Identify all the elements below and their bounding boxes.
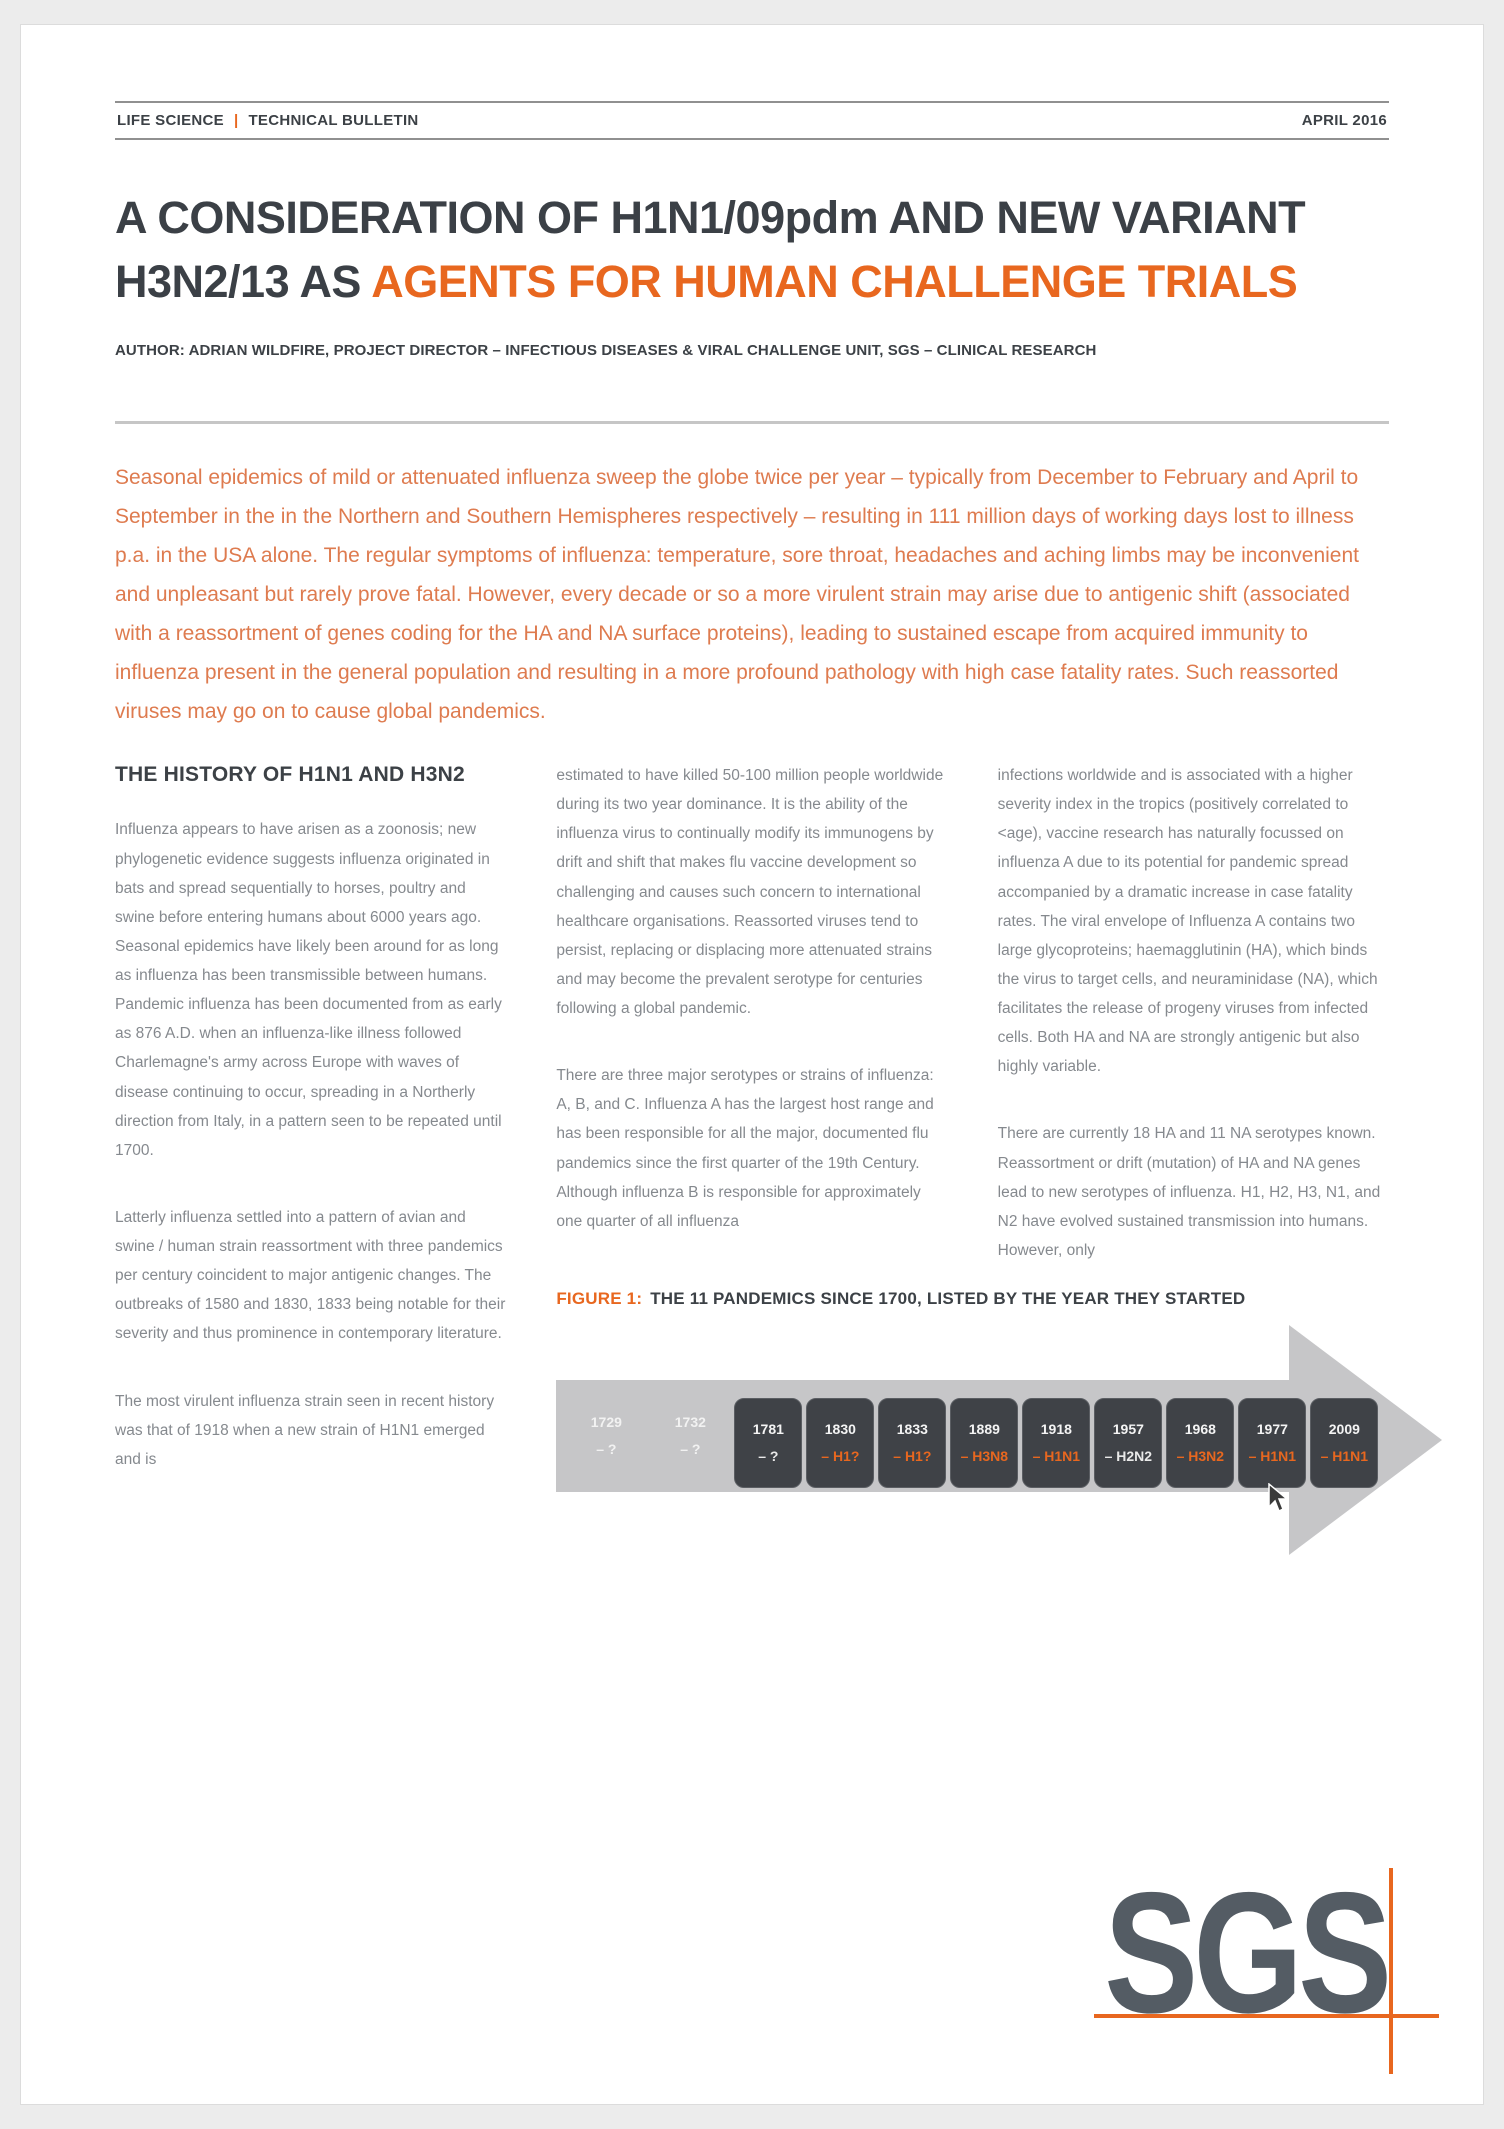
intro-paragraph: Seasonal epidemics of mild or attenuated influenza sweep the globe twice per year – typically from December to February and April to September in the in the Northern and Southern Hemispheres respectively – resulting in 111 million days of working days lost to illness p.a. in the USA alone. The regular symptoms of influenza: temperature, sore throat, headaches and aching limbs may be inconvenient and unpleasant but rarely prove fatal. However, every decade or so a more virulent strain may arise due to antigenic shift (associated with a reassortment of genes coding for the HA and NA surface proteins), leading to sustained escape from acquired immunity to influenza present in the general population and resulting in a more profound pathology with high case fatality rates. Such reassorted viruses may go on to cause global pandemics. (115, 465, 1359, 724)
timeline-entry-year: 1918 (1040, 1421, 1072, 1438)
timeline-entry (806, 1398, 874, 1488)
masthead-section: LIFE SCIENCE (117, 112, 224, 129)
timeline-entry-year: 1977 (1256, 1421, 1288, 1438)
timeline-entry (1094, 1398, 1162, 1488)
timeline-entry (566, 1412, 646, 1460)
timeline-entry-year: 1781 (752, 1421, 784, 1438)
timeline-entry-strain: – H1? (893, 1448, 932, 1465)
sgs-logo-vertical-line (1389, 1868, 1393, 2074)
timeline-entry-strain: – H1? (821, 1448, 860, 1465)
timeline-entry-year: 2009 (1328, 1421, 1360, 1438)
column-1 (115, 761, 506, 1563)
title-line2-highlight: AGENTS FOR HUMAN CHALLENGE TRIALS (371, 255, 1298, 307)
masthead-separator: | (233, 112, 239, 129)
timeline-entry-year: 1732 (674, 1414, 706, 1431)
figure-1 (556, 1289, 1389, 1563)
title-line2-prefix: H3N2/13 AS (115, 255, 372, 307)
masthead (115, 101, 1389, 140)
timeline-entry-strain: – H1N1 (1248, 1448, 1297, 1465)
timeline-entry-strain: – ? (758, 1448, 779, 1465)
column3-paragraph-2: There are currently 18 HA and 11 NA serotypes known. Reassortment or drift (mutation) of HA and NA genes lead to new serotypes of influenza. H1, H2, H3, N1, and N2 have evolved sustained transmission into humans. However, only (997, 1125, 1381, 1259)
column-2 (556, 761, 947, 1265)
timeline-entry-strain: – ? (596, 1441, 617, 1458)
figure-caption-text: THE 11 PANDEMICS SINCE 1700, LISTED BY THE YEAR THEY STARTED (650, 1289, 1246, 1309)
timeline-entry (1310, 1398, 1378, 1488)
column1-paragraph-3: The most virulent influenza strain seen in recent history was that of 1918 when a new strain of H1N1 emerged and is (115, 1392, 495, 1468)
timeline-entry (950, 1398, 1018, 1488)
page-title (115, 186, 1389, 314)
timeline-entry (1166, 1398, 1234, 1488)
timeline-entry-year: 1889 (968, 1421, 1000, 1438)
masthead-left (117, 112, 419, 129)
column-3 (998, 761, 1389, 1265)
timeline-entry-year: 1729 (590, 1414, 622, 1431)
figure-caption-label: FIGURE 1: (556, 1289, 643, 1309)
document-page (20, 24, 1484, 2105)
column3-paragraph-1: infections worldwide and is associated with a higher severity index in the tropics (positively correlated to <age), vaccine research has naturally focussed on influenza A due to its potential for pandemic spread accompanied by a dramatic increase in case fatality rates. The viral envelope of Influenza A contains two large glycoproteins; haemagglutinin (HA), which binds the virus to target cells, and neuraminidase (NA), which facilitates the release of progeny viruses from infected cells. Both HA and NA are strongly antigenic but also highly variable. (997, 767, 1378, 1076)
column2-paragraph-1: estimated to have killed 50-100 million people worldwide during its two year dominance. It is the ability of the influenza virus to continually modify its immunogens by drift and shift that makes flu vaccine development so challenging and causes such concern to international healthcare organisations. Reassorted viruses tend to persist, replacing or displacing more attenuated strains and may become the prevalent serotype for centuries following a global pandemic. (556, 767, 944, 1018)
figure-caption (556, 1289, 1389, 1309)
timeline-entry-strain: – H3N8 (960, 1448, 1009, 1465)
timeline-entry-year: 1968 (1184, 1421, 1216, 1438)
column1-paragraph-2: Latterly influenza settled into a pattern of avian and swine / human strain reassortment with three pandemics per century coincident to major antigenic changes. The outbreaks of 1580 and 1830, 1833 being notable for their severity and thus prominence in contemporary literature. (115, 1208, 506, 1343)
sgs-logo-text: SGS (1103, 1856, 1387, 2049)
divider-rule (115, 421, 1389, 424)
timeline-entry-year: 1957 (1112, 1421, 1144, 1438)
masthead-doc-type: TECHNICAL BULLETIN (248, 112, 419, 129)
column1-paragraph-1: Influenza appears to have arisen as a zoonosis; new phylogenetic evidence suggests influenza originated in bats and spread sequentially to horses, poultry and swine before entering humans about 6000 years ago. Seasonal epidemics have likely been around for as long as influenza has been transmissible between humans. Pandemic influenza has been documented from as early as 876 A.D. when an influenza-like illness followed Charlemagne's army across Europe with waves of disease continuing to occur, spreading in a Northerly direction from Italy, in a pattern seen to be repeated until 1700. (115, 821, 502, 1159)
timeline-entry-strain: – H2N2 (1104, 1448, 1153, 1465)
timeline-entry-strain: – H1N1 (1032, 1448, 1081, 1465)
timeline-entry-year: 1830 (824, 1421, 856, 1438)
timeline-entry-strain: – H1N1 (1320, 1448, 1369, 1465)
author-line: AUTHOR: ADRIAN WILDFIRE, PROJECT DIRECTOR – INFECTIOUS DISEASES & VIRAL CHALLENGE UNIT, SGS – CLINICAL RESEARCH (115, 341, 1097, 359)
column2-paragraph-2: There are three major serotypes or strains of influenza: A, B, and C. Influenza A has the largest host range and has been responsible for all the major, documented flu pandemics since the first quarter of the 19th Century. Although influenza B is responsible for approximately one quarter of all influenza (556, 1067, 934, 1230)
timeline-entry (650, 1412, 730, 1460)
timeline-entry (734, 1398, 802, 1488)
timeline-entry (878, 1398, 946, 1488)
timeline-entry-strain: – ? (680, 1441, 701, 1458)
pandemics-timeline (556, 1331, 1389, 1563)
timeline-entry (1022, 1398, 1090, 1488)
mouse-cursor (1267, 1483, 1289, 1513)
sgs-logo (1094, 1856, 1439, 2074)
title-line1: A CONSIDERATION OF H1N1/09pdm AND NEW VARIANT (115, 192, 1306, 243)
timeline-entry-year: 1833 (896, 1421, 928, 1438)
timeline-entries (566, 1331, 1378, 1541)
masthead-date: APRIL 2016 (1301, 112, 1387, 129)
section-heading: THE HISTORY OF H1N1 AND H3N2 (115, 763, 465, 787)
timeline-entry-strain: – H3N2 (1176, 1448, 1225, 1465)
timeline-entry (1238, 1398, 1306, 1488)
body-columns (115, 761, 1389, 1563)
